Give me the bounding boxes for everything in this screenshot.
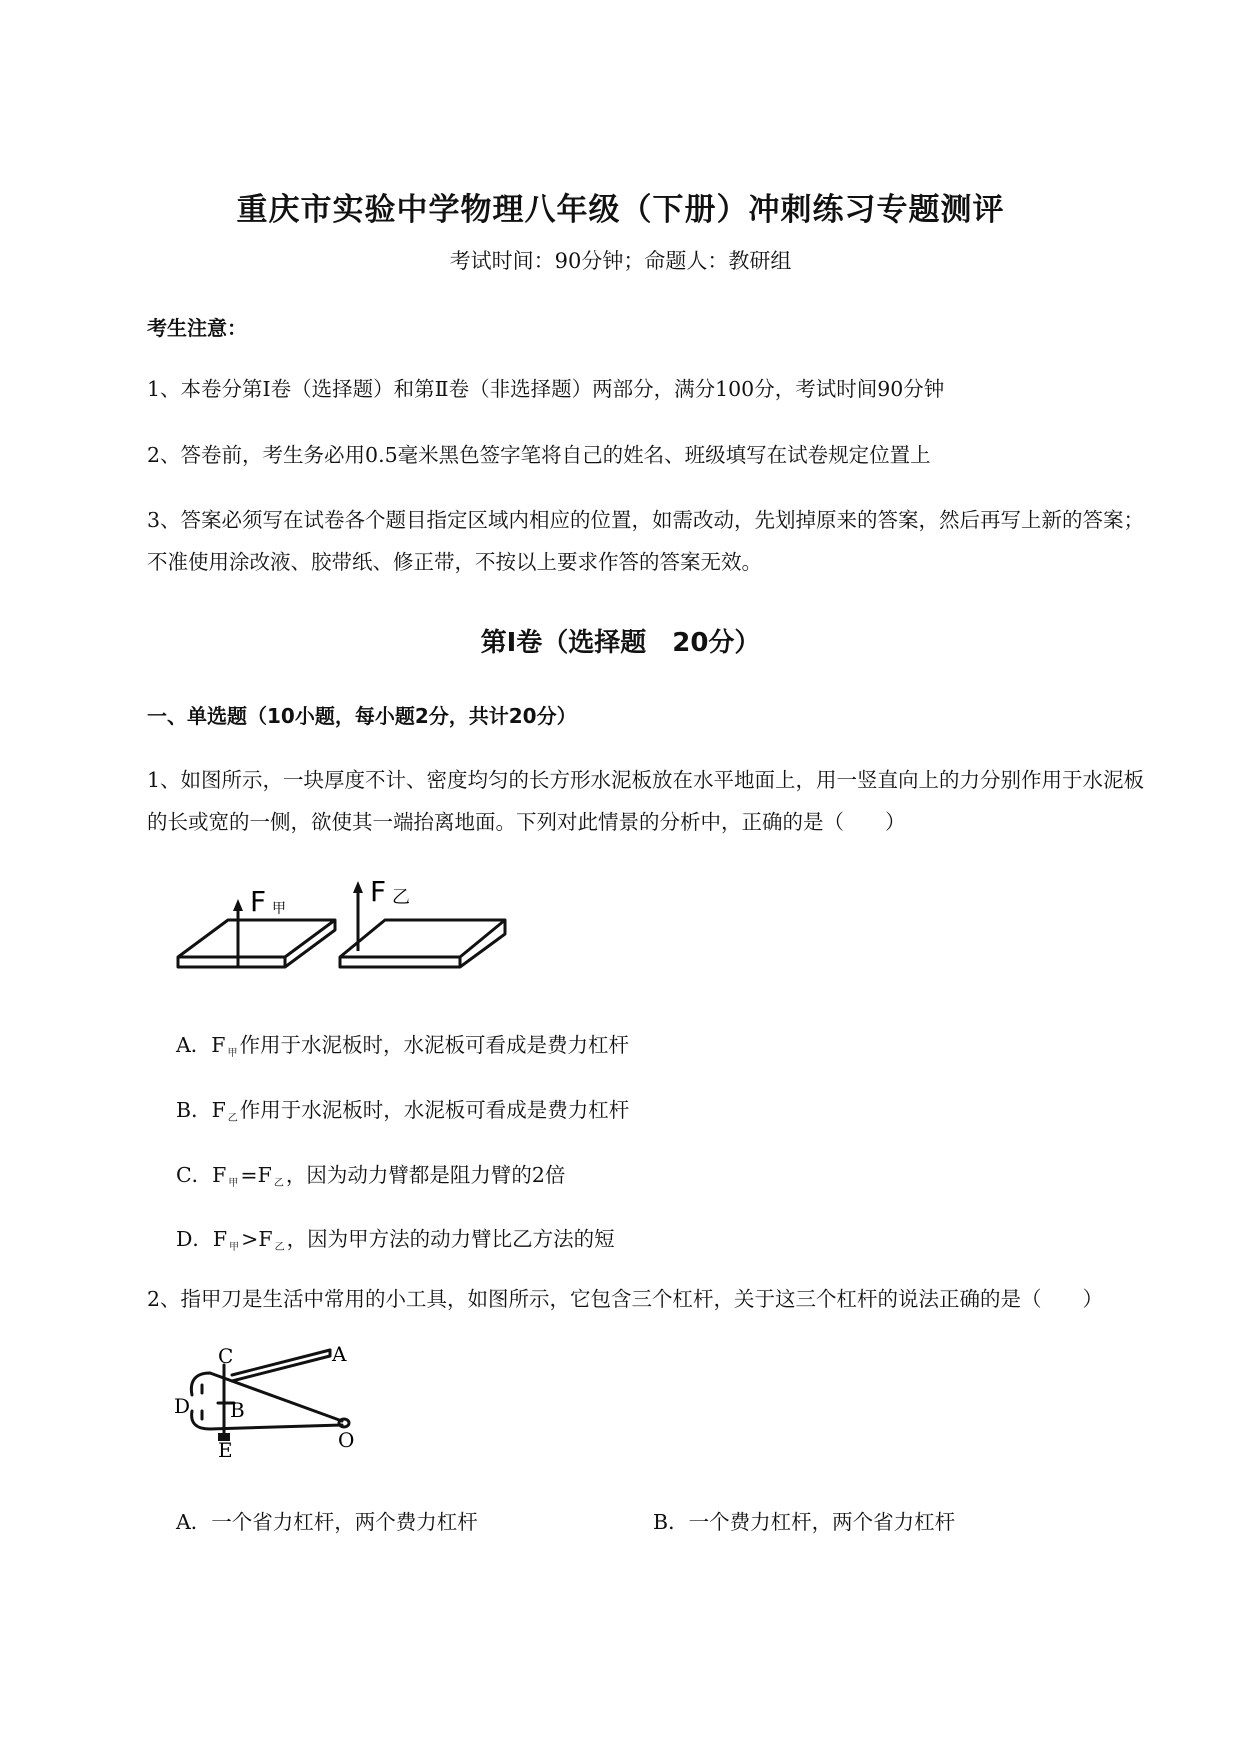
question-2-option-b[interactable]: B．一个费力杠杆，两个省力杠杆	[653, 1510, 956, 1534]
question-1-option-b[interactable]: B．F $_乙$作用于水泥板时，水泥板可看成是费力杠杆	[176, 1098, 630, 1124]
lever-arm	[232, 1350, 330, 1375]
question-1-option-a[interactable]: A．F $_甲$作用于水泥板时，水泥板可看成是费力杠杆	[176, 1033, 630, 1059]
label-e: E	[218, 1438, 233, 1462]
label-c: C	[218, 1344, 234, 1368]
label-a: A	[332, 1342, 347, 1366]
figure-label-f1: F	[250, 885, 267, 918]
plate-1-edge	[178, 920, 335, 967]
question-1-figure	[170, 875, 510, 985]
part-heading: 一、单选题（10小题，每小题2分，共计20分）	[147, 704, 577, 728]
exam-subtitle: 考试时间：90分钟；命题人：教研组	[449, 249, 792, 273]
upper-jaw	[191, 1373, 342, 1421]
notice-item-3: 3、答案必须写在试卷各个题目指定区域内相应的位置，如需改动，先划掉原来的答案，然后再写上新的答案；不准使用涂改液、胶带纸、修正带，不按以上要求作答的答案无效。	[147, 508, 1145, 574]
figure-label-f1-sub: 甲	[272, 901, 286, 917]
exam-title: 重庆市实验中学物理八年级（下册）冲刺练习专题测评	[236, 192, 1005, 228]
section-title: 第Ⅰ卷（选择题 20分）	[480, 628, 761, 658]
label-o: O	[338, 1428, 355, 1452]
figure-label-f2-sub: 乙	[392, 887, 410, 908]
notice-heading: 考生注意：	[147, 316, 247, 340]
question-2-stem: 2、指甲刀是生活中常用的小工具，如图所示，它包含三个杠杆，关于这三个杠杆的说法正确的是（ ）	[147, 1287, 1104, 1311]
label-d: D	[174, 1394, 191, 1418]
figure-label-f2: F	[370, 875, 387, 908]
question-1-option-c[interactable]: C．F $_甲$=F $_乙$，因为动力臂都是阻力臂的2倍	[176, 1163, 566, 1189]
plate-1-top	[178, 920, 335, 957]
question-2-option-a[interactable]: A．一个省力杠杆，两个费力杠杆	[176, 1510, 478, 1534]
question-1-stem: 1、如图所示，一块厚度不计、密度均匀的长方形水泥板放在水平地面上，用一竖直向上的力分别作用于水泥板的长或宽的一侧，欲使其一端抬离地面。下列对此情景的分析中，正确的是（ ）	[147, 768, 1145, 834]
question-2-figure	[172, 1342, 372, 1462]
plate-2-edge	[340, 920, 505, 967]
notice-item-1: 1、本卷分第Ⅰ卷（选择题）和第Ⅱ卷（非选择题）两部分，满分100分，考试时间90分钟	[147, 377, 945, 401]
question-1-option-d[interactable]: D．F $_甲$>F $_乙$，因为甲方法的动力臂比乙方法的短	[176, 1227, 615, 1253]
label-b: B	[230, 1398, 245, 1422]
notice-item-2: 2、答卷前，考生务必用0.5毫米黑色签字笔将自己的姓名、班级填写在试卷规定位置上	[147, 443, 931, 467]
